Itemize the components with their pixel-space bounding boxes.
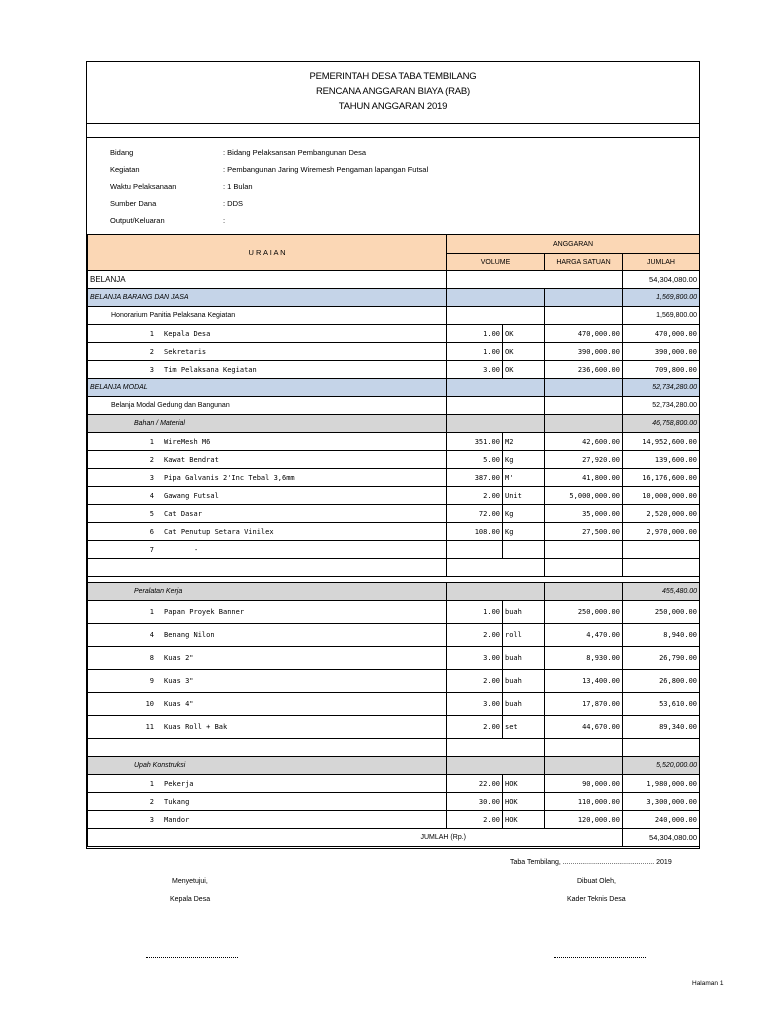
item-quantity: 72.00 [447, 505, 503, 523]
subcategory-row [88, 415, 700, 433]
item-total: 2,520,000.00 [623, 505, 700, 523]
item-quantity: 22.00 [447, 775, 503, 793]
item-unit: M2 [503, 433, 545, 451]
item-unit-price: 90,000.00 [545, 775, 623, 793]
subcategory-jumlah: 5,520,000.00 [623, 757, 700, 775]
subcategory-row [88, 583, 700, 601]
item-quantity: 2.00 [447, 716, 503, 739]
item-total: 139,600.00 [623, 451, 700, 469]
item-row [88, 601, 700, 624]
item-number: 2 [149, 455, 154, 464]
item-unit-price: 13,400.00 [545, 670, 623, 693]
section-row [88, 271, 700, 289]
item-quantity: 351.00 [447, 433, 503, 451]
item-name: Mandor [164, 815, 190, 824]
item-description [88, 670, 447, 693]
item-number: 3 [149, 815, 154, 824]
item-quantity [447, 541, 503, 559]
item-unit-price: 44,670.00 [545, 716, 623, 739]
item-unit: Unit [503, 487, 545, 505]
empty-cell [88, 739, 447, 757]
item-quantity: 2.00 [447, 624, 503, 647]
category-jumlah: 1,569,800.00 [623, 289, 700, 307]
item-unit-price: 8,930.00 [545, 647, 623, 670]
empty-cell [545, 379, 623, 397]
right-signature-line [554, 957, 646, 958]
group-jumlah: 1,569,800.00 [623, 307, 700, 325]
item-total: 240,000.00 [623, 811, 700, 829]
empty-cell [623, 739, 700, 757]
item-total: 8,940.00 [623, 624, 700, 647]
item-description [88, 343, 447, 361]
item-unit: OK [503, 325, 545, 343]
item-description [88, 325, 447, 343]
title-line-3: TAHUN ANGGARAN 2019 [338, 101, 448, 112]
item-total: 14,952,600.00 [623, 433, 700, 451]
item-quantity: 30.00 [447, 793, 503, 811]
blank-row [88, 739, 700, 757]
group-label: Honorarium Panitia Pelaksana Kegiatan [88, 307, 447, 325]
item-description [88, 624, 447, 647]
category-row [88, 379, 700, 397]
item-description [88, 523, 447, 541]
item-description [88, 601, 447, 624]
right-signer-title: Dibuat Oleh, [577, 878, 616, 885]
item-unit: M' [503, 469, 545, 487]
item-description [88, 469, 447, 487]
item-unit: buah [503, 670, 545, 693]
total-label: JUMLAH (Rp.) [88, 829, 623, 847]
item-name: Kuas 2" [164, 654, 194, 662]
item-unit-price: 110,000.00 [545, 793, 623, 811]
info-label: Bidang [110, 148, 134, 157]
item-row [88, 487, 700, 505]
left-signer-title: Menyetujui, [172, 878, 208, 885]
place-date: Taba Tembilang, ............................................... 2019 [510, 859, 672, 866]
item-total [623, 541, 700, 559]
item-unit: OK [503, 343, 545, 361]
info-value: : DDS [223, 199, 244, 208]
item-description [88, 775, 447, 793]
empty-cell [447, 757, 545, 775]
group-jumlah: 52,734,280.00 [623, 397, 700, 415]
item-description [88, 433, 447, 451]
item-unit-price: 17,870.00 [545, 693, 623, 716]
item-total: 1,980,000.00 [623, 775, 700, 793]
item-quantity: 1.00 [447, 343, 503, 361]
item-row [88, 693, 700, 716]
subcategory-label: Peralatan Kerja [88, 583, 447, 601]
item-row [88, 716, 700, 739]
item-row [88, 433, 700, 451]
item-unit: buah [503, 601, 545, 624]
item-total: 26,790.00 [623, 647, 700, 670]
empty-cell [545, 583, 623, 601]
item-total: 2,970,000.00 [623, 523, 700, 541]
item-quantity: 5.00 [447, 451, 503, 469]
item-name: Kepala Desa [164, 329, 211, 338]
item-row [88, 670, 700, 693]
item-row [88, 469, 700, 487]
item-unit [503, 541, 545, 559]
item-name: Sekretaris [164, 347, 207, 356]
item-quantity: 2.00 [447, 670, 503, 693]
item-unit-price: 4,470.00 [545, 624, 623, 647]
item-number: 1 [149, 329, 154, 338]
item-name: Cat Dasar [164, 509, 202, 518]
item-unit-price: 27,920.00 [545, 451, 623, 469]
empty-cell [447, 739, 545, 757]
item-total: 3,300,000.00 [623, 793, 700, 811]
item-description [88, 487, 447, 505]
item-description [88, 693, 447, 716]
empty-cell [447, 289, 545, 307]
item-unit-price: 42,600.00 [545, 433, 623, 451]
info-label: Kegiatan [110, 165, 140, 174]
item-total: 16,176,600.00 [623, 469, 700, 487]
item-total: 470,000.00 [623, 325, 700, 343]
empty-cell [545, 307, 623, 325]
item-name: Tim Pelaksana Kegiatan [164, 365, 257, 374]
item-name: Tukang [164, 797, 190, 806]
category-jumlah: 52,734,280.00 [623, 379, 700, 397]
item-number: 3 [149, 473, 154, 482]
rab-sheet [86, 61, 700, 849]
empty-cell [88, 559, 447, 577]
item-row [88, 325, 700, 343]
subcategory-row [88, 757, 700, 775]
col-header-volume: VOLUME [447, 254, 545, 271]
col-header-harga-satuan: HARGA SATUAN [545, 254, 623, 271]
item-unit: OK [503, 361, 545, 379]
item-number: 1 [149, 608, 154, 616]
item-quantity: 387.00 [447, 469, 503, 487]
item-row [88, 647, 700, 670]
item-unit: HOK [503, 775, 545, 793]
group-row [88, 307, 700, 325]
info-label: Output/Keluaran [110, 216, 165, 225]
item-row [88, 505, 700, 523]
item-name: Pekerja [164, 779, 194, 788]
total-row [88, 829, 700, 847]
item-unit-price: 390,000.00 [545, 343, 623, 361]
item-row [88, 541, 700, 559]
item-number: 1 [149, 779, 154, 788]
item-name: Cat Penutup Setara Vinilex [164, 527, 274, 536]
item-quantity: 108.00 [447, 523, 503, 541]
left-signer-role: Kepala Desa [170, 896, 211, 903]
item-description [88, 793, 447, 811]
item-unit: Kg [503, 451, 545, 469]
title-line-1: PEMERINTAH DESA TABA TEMBILANG [309, 71, 477, 82]
left-signature-line [146, 957, 238, 958]
grand-total: 54,304,080.00 [623, 829, 700, 847]
group-row [88, 397, 700, 415]
item-unit: buah [503, 693, 545, 716]
item-quantity: 2.00 [447, 811, 503, 829]
item-number: 10 [145, 700, 154, 708]
item-unit: HOK [503, 793, 545, 811]
item-quantity: 2.00 [447, 487, 503, 505]
empty-cell [545, 739, 623, 757]
item-row [88, 451, 700, 469]
item-description [88, 541, 447, 559]
item-total: 10,000,000.00 [623, 487, 700, 505]
item-unit: roll [503, 624, 545, 647]
item-name: Papan Proyek Banner [164, 608, 245, 616]
item-total: 390,000.00 [623, 343, 700, 361]
empty-cell [545, 757, 623, 775]
item-unit-price [545, 541, 623, 559]
right-signer-role: Kader Teknis Desa [567, 896, 626, 903]
empty-cell [447, 379, 545, 397]
empty-cell [545, 397, 623, 415]
item-number: 4 [149, 491, 154, 500]
item-description [88, 811, 447, 829]
empty-cell [545, 559, 623, 577]
item-name: Benang Nilon [164, 631, 215, 639]
info-label: Sumber Dana [110, 199, 157, 208]
item-unit: Kg [503, 505, 545, 523]
info-value: : Pembangunan Jaring Wiremesh Pengaman lapangan Futsal [223, 165, 429, 174]
item-row [88, 811, 700, 829]
subcategory-jumlah: 46,758,800.00 [623, 415, 700, 433]
rab-table [87, 234, 700, 847]
item-row [88, 523, 700, 541]
rab-table-body [88, 271, 700, 847]
item-quantity: 3.00 [447, 361, 503, 379]
item-quantity: 1.00 [447, 325, 503, 343]
item-name: - [194, 545, 199, 554]
page-number: Halaman 1 [692, 980, 724, 987]
empty-cell [447, 559, 545, 577]
item-row [88, 343, 700, 361]
col-header-jumlah: JUMLAH [623, 254, 700, 271]
item-total: 250,000.00 [623, 601, 700, 624]
item-number: 9 [149, 677, 154, 685]
subcategory-label: Bahan / Material [88, 415, 447, 433]
item-name: Kuas 4" [164, 700, 194, 708]
empty-cell [447, 271, 623, 289]
category-label: BELANJA BARANG DAN JASA [88, 289, 447, 307]
info-value: : 1 Bulan [223, 182, 253, 191]
info-value: : Bidang Pelaksansan Pembangunan Desa [223, 148, 367, 157]
item-name: Kuas 3" [164, 677, 194, 685]
empty-cell [545, 289, 623, 307]
item-name: WireMesh M6 [164, 437, 211, 446]
item-number: 4 [149, 631, 154, 639]
item-description [88, 716, 447, 739]
item-total: 709,800.00 [623, 361, 700, 379]
group-label: Belanja Modal Gedung dan Bangunan [88, 397, 447, 415]
item-number: 2 [149, 347, 154, 356]
divider [87, 123, 699, 124]
item-unit-price: 35,000.00 [545, 505, 623, 523]
item-number: 2 [149, 797, 154, 806]
subcategory-label: Upah Konstruksi [88, 757, 447, 775]
empty-cell [447, 415, 545, 433]
divider [87, 137, 699, 138]
item-unit-price: 41,800.00 [545, 469, 623, 487]
row-jumlah: 54,304,080.00 [623, 271, 700, 289]
item-unit: buah [503, 647, 545, 670]
item-description [88, 505, 447, 523]
item-description [88, 361, 447, 379]
item-unit-price: 27,500.00 [545, 523, 623, 541]
item-unit-price: 470,000.00 [545, 325, 623, 343]
item-row [88, 361, 700, 379]
item-quantity: 3.00 [447, 647, 503, 670]
col-header-anggaran: ANGGARAN [447, 235, 700, 254]
empty-cell [623, 559, 700, 577]
item-unit: Kg [503, 523, 545, 541]
item-total: 89,340.00 [623, 716, 700, 739]
item-name: Gawang Futsal [164, 491, 219, 500]
blank-row [88, 559, 700, 577]
item-total: 53,610.00 [623, 693, 700, 716]
item-row [88, 624, 700, 647]
empty-cell [447, 397, 545, 415]
item-name: Kawat Bendrat [164, 455, 219, 464]
item-name: Pipa Galvanis 2'Inc Tebal 3,6mm [164, 473, 295, 482]
item-number: 6 [149, 527, 154, 536]
subcategory-jumlah: 455,480.00 [623, 583, 700, 601]
item-unit: set [503, 716, 545, 739]
item-number: 1 [149, 437, 154, 446]
item-total: 26,800.00 [623, 670, 700, 693]
empty-cell [447, 583, 545, 601]
info-label: Waktu Pelaksanaan [110, 182, 177, 191]
item-unit-price: 236,600.00 [545, 361, 623, 379]
category-label: BELANJA MODAL [88, 379, 447, 397]
item-quantity: 3.00 [447, 693, 503, 716]
item-row [88, 793, 700, 811]
item-name: Kuas Roll + Bak [164, 723, 228, 731]
info-value: : [223, 216, 226, 225]
item-number: 3 [149, 365, 154, 374]
item-unit-price: 5,000,000.00 [545, 487, 623, 505]
row-label: BELANJA [88, 271, 447, 289]
empty-cell [447, 307, 545, 325]
item-unit-price: 250,000.00 [545, 601, 623, 624]
item-quantity: 1.00 [447, 601, 503, 624]
item-description [88, 647, 447, 670]
col-header-uraian: U R A I A N [88, 235, 447, 271]
title-line-2: RENCANA ANGGARAN BIAYA (RAB) [315, 86, 470, 97]
category-row [88, 289, 700, 307]
item-number: 11 [145, 723, 154, 731]
item-row [88, 775, 700, 793]
item-description [88, 451, 447, 469]
item-number: 8 [149, 654, 154, 662]
item-number: 5 [149, 509, 154, 518]
item-number: 7 [149, 545, 154, 554]
empty-cell [545, 415, 623, 433]
item-unit-price: 120,000.00 [545, 811, 623, 829]
item-unit: HOK [503, 811, 545, 829]
